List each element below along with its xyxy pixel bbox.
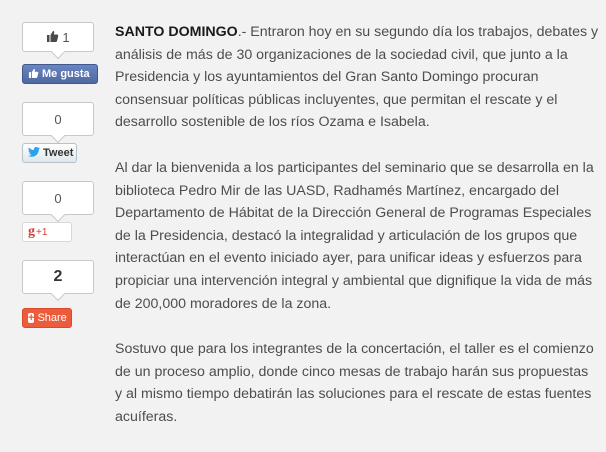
- facebook-like-label: Me gusta: [42, 68, 90, 80]
- share-button[interactable]: [22, 308, 72, 328]
- paragraph-text: .- Entraron hoy en su segundo día los trabajos, debates y análisis de más de 30 organizaciones de la sociedad civil, que junto a la Presidencia y los ayuntamientos del Gran Santo Domingo procuran consensuar políticas públicas incluyentes, que permitan el rescate y el desarrollo sostenible de los ríos Ozama e Isabela.: [115, 24, 599, 131]
- twitter-count-bubble: [22, 102, 94, 136]
- gplus-widget: [22, 181, 94, 239]
- facebook-like-button[interactable]: [22, 64, 98, 84]
- thumbs-up-icon: [46, 30, 59, 45]
- facebook-count-bubble: [22, 22, 94, 52]
- facebook-widget: [22, 22, 94, 80]
- share-count: 2: [53, 268, 63, 285]
- gplus-count: 0: [54, 190, 62, 206]
- twitter-bird-icon: [28, 147, 40, 160]
- twitter-widget: [22, 102, 94, 159]
- article-paragraph: Sostuvo que para los integrantes de la concertación, el taller es el comienzo de un proceso amplio, donde cinco mesas de trabajo harán sus propuestas y al mismo tiempo debatirán las soluciones para el rescate de estas fuentes acuíferas.: [115, 341, 594, 425]
- share-widget: [22, 260, 94, 324]
- gplus-button[interactable]: [22, 222, 72, 242]
- gplus-g-logo: g: [28, 224, 35, 239]
- plus-box-icon: +: [28, 312, 35, 324]
- article-paragraph: Al dar la bienvenida a los participantes del seminario que se desarrolla en la biblioteca Pedro Mir de las UASD, Radhamés Martínez, encargado del Departamento de Hábitat de la Dirección General de Programas Especiales de la Presidencia, destacó la integralidad y articulación de los grupos que interactúan en el evento iniciado ayer, para unificar ideas y esfuerzos para propiciar una intervención integral y ambiental que dignifique la vida de más de 200,000 moradores de la zona.: [115, 159, 594, 312]
- thumbs-up-icon: [28, 68, 39, 81]
- tweet-button[interactable]: [22, 143, 77, 163]
- facebook-count: 1: [62, 29, 70, 45]
- article-paragraph: [115, 21, 599, 134]
- gplus-count-bubble: [22, 181, 94, 215]
- article-body: [115, 21, 599, 452]
- tweet-label: Tweet: [43, 147, 74, 159]
- gplus-label: +1: [36, 226, 48, 238]
- share-label: Share: [37, 312, 67, 324]
- share-count-bubble: [22, 260, 94, 294]
- twitter-count: 0: [54, 111, 62, 127]
- dateline: SANTO DOMINGO: [115, 24, 238, 40]
